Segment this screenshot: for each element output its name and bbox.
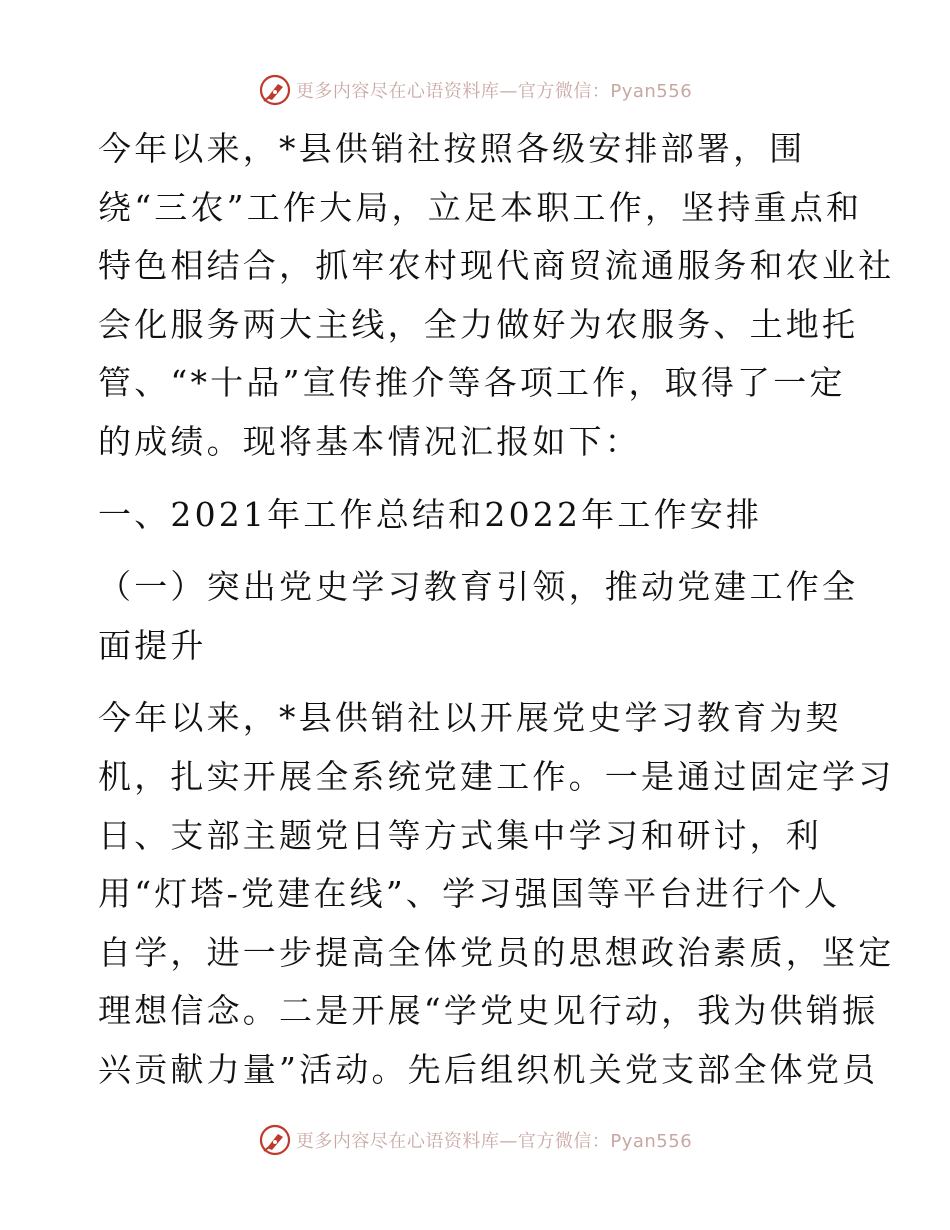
pen-nib-seal-icon	[258, 73, 292, 107]
text-line: 的成绩。现将基本情况汇报如下：	[98, 421, 641, 461]
text-line: 自学，进一步提高全体党员的思想政治素质，坚定	[98, 932, 895, 972]
text-line: 特色相结合，抓牢农村现代商贸流通服务和农业社	[98, 246, 895, 286]
text-line: 今年以来，*县供销社以开展党史学习教育为契	[98, 698, 842, 738]
paragraph-intro	[98, 120, 895, 472]
text-line: 理想信念。二是开展“学党史见行动，我为供销振	[98, 991, 879, 1031]
paragraph-party-building	[98, 689, 895, 1099]
footer-watermark	[0, 1120, 950, 1160]
watermark-text: 更多内容尽在心语资料库—官方微信：Pyan556	[295, 1131, 693, 1152]
text-line: 用“灯塔-党建在线”、学习强国等平台进行个人	[98, 874, 841, 914]
watermark-text: 更多内容尽在心语资料库—官方微信：Pyan556	[295, 81, 693, 102]
subsection-heading	[98, 558, 858, 675]
text-line: 管、“*十品”宣传推介等各项工作，取得了一定	[98, 363, 846, 403]
text-line: 今年以来，*县供销社按照各级安排部署，围	[98, 129, 806, 168]
text-line: 会化服务两大主线，全力做好为农服务、土地托	[98, 304, 859, 344]
header-watermark	[0, 70, 950, 110]
text-line: 兴贡献力量”活动。先后组织机关党支部全体党员	[98, 1049, 879, 1089]
document-body	[98, 120, 895, 1100]
heading-line: 一、2021年工作总结和2022年工作安排	[98, 494, 763, 534]
heading-line: 面提升	[98, 625, 207, 665]
pen-nib-seal-icon	[258, 1123, 292, 1157]
section-heading	[98, 486, 858, 545]
text-line: 绕“三农”工作大局，立足本职工作，坚持重点和	[98, 187, 863, 227]
text-line: 日、支部主题党日等方式集中学习和研讨，利	[98, 815, 822, 855]
text-line: 机，扎实开展全系统党建工作。一是通过固定学习	[98, 756, 895, 796]
heading-line: （一）突出党史学习教育引领，推动党建工作全	[98, 567, 859, 607]
